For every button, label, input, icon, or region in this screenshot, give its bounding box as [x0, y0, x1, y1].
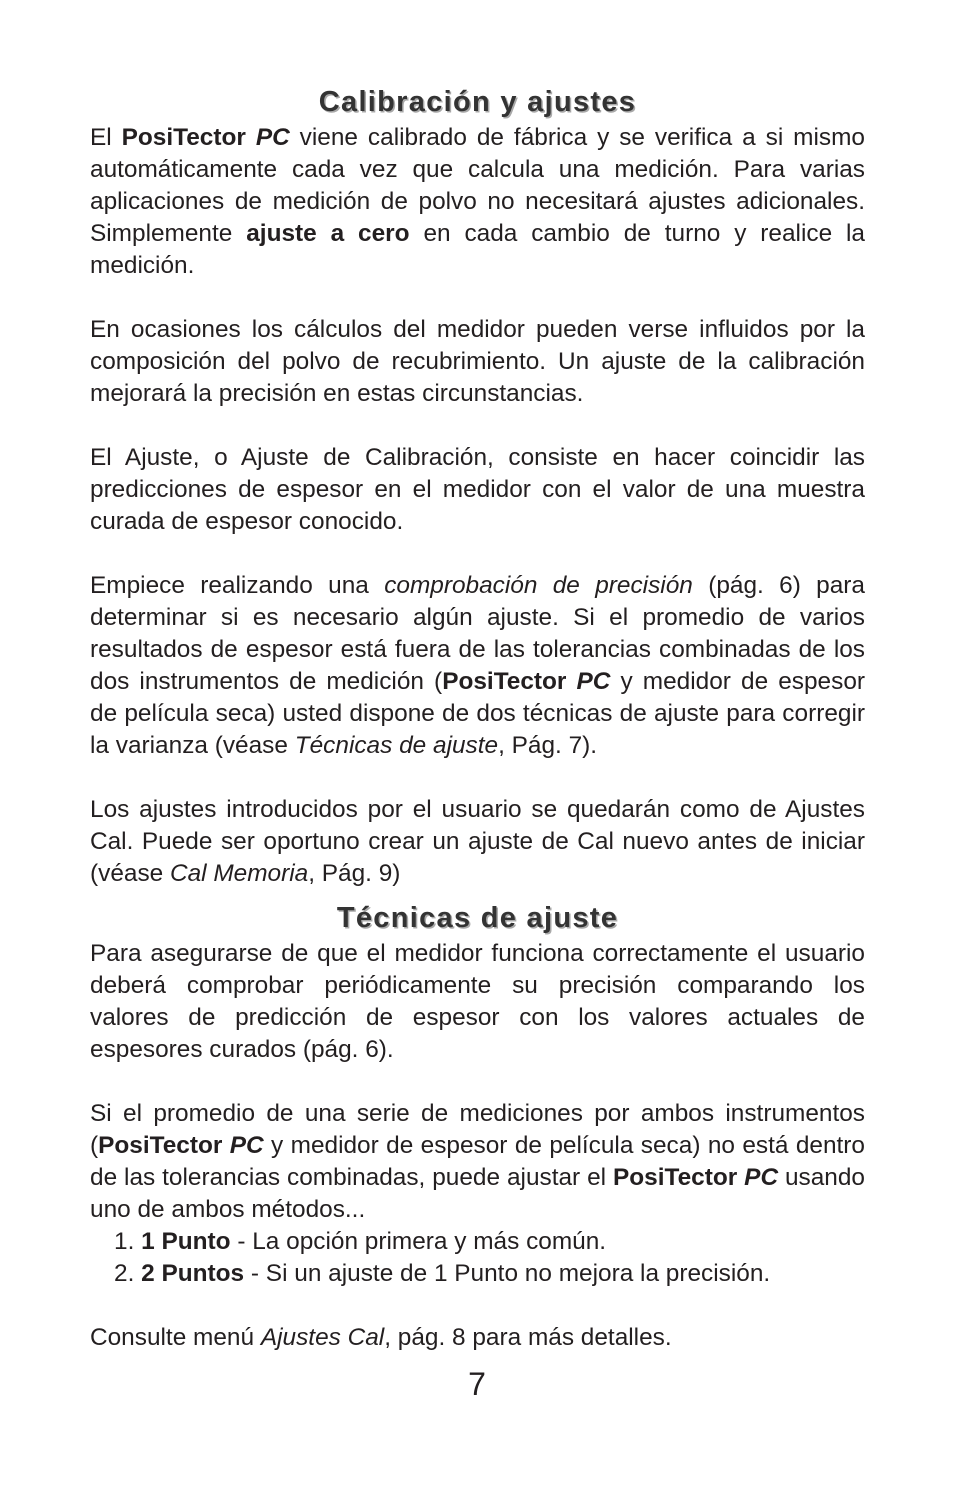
- paragraph-accuracy-check: Empiece realizando una comprobación de precisión (pág. 6) para determinar si es necesario algún ajuste. Si el promedio de varios resultados de espesor está fuera de las tolerancias combinadas de los dos instrumentos de medición (PosiTector PC y medidor de espesor de película seca) usted dispone de dos técnicas de ajuste para corregir la varianza (véase Técnicas de ajuste, Pág. 7).: [90, 572, 866, 759]
- brand-name: PosiTector: [613, 1164, 738, 1191]
- brand-name: PosiTector: [442, 668, 567, 695]
- cal-memory-reference: Cal Memoria: [169, 860, 309, 887]
- model-name: PC: [255, 124, 290, 151]
- section-heading-calibration: Calibración y ajustes: [318, 86, 637, 118]
- manual-page: [90, 82, 865, 1354]
- paragraph-user-adjustments: Los ajustes introducidos por el usuario se quedarán como de Ajustes Cal. Puede ser oportuno crear un ajuste de Cal nuevo antes de iniciar (véase Cal Memoria, Pág. 9): [90, 796, 865, 887]
- paragraph-influence: En ocasiones los cálculos del medidor pueden verse influidos por la composición del polvo de recubrimiento. Un ajuste de la calibración mejorará la precisión en estas circunstancias.: [90, 316, 865, 407]
- model-name: PC: [576, 668, 611, 695]
- model-name: PC: [744, 1164, 779, 1191]
- paragraph-adjust-definition: El Ajuste, o Ajuste de Calibración, consiste en hacer coincidir las predicciones de espesor en el medidor con el valor de una muestra curada de espesor conocido.: [90, 444, 865, 535]
- page-number: 7: [468, 1366, 486, 1402]
- paragraph-verify-accuracy: Para asegurarse de que el medidor funciona correctamente el usuario deberá comprobar periódicamente su precisión comparando los valores de predicción de espesor con los valores actuales de espesores curados (pág. 6).: [90, 940, 865, 1063]
- list-item: 1. 1 Punto - La opción primera y más común.: [114, 1228, 607, 1255]
- list-item: 2. 2 Puntos - Si un ajuste de 1 Punto no mejora la precisión.: [114, 1260, 771, 1287]
- paragraph-intro: El PosiTector PC viene calibrado de fábrica y se verifica a si mismo automáticamente cada vez que calcula una medición. Para varias aplicaciones de medición de polvo no necesitará ajustes adicionales. Simplemente ajuste a cero en cada cambio de turno y realice la medición.: [90, 124, 865, 279]
- cal-adjust-reference: Ajustes Cal: [260, 1324, 385, 1351]
- adjust-methods-list: [90, 1226, 865, 1290]
- paragraph-see-menu: Consulte menú Ajustes Cal, pág. 8 para más detalles.: [90, 1324, 672, 1351]
- techniques-reference: Técnicas de ajuste: [294, 732, 499, 759]
- brand-name: PosiTector: [98, 1132, 223, 1159]
- brand-name: PosiTector: [121, 124, 246, 151]
- paragraph-adjust-methods: Si el promedio de una serie de mediciones por ambos instrumentos (PosiTector PC y medidor de espesor de película seca) no está dentro de las tolerancias combinadas, puede ajustar el PosiTector PC usando uno de ambos métodos...: [90, 1100, 865, 1223]
- accuracy-check-reference: comprobación de precisión: [384, 572, 693, 599]
- section-heading-techniques: Técnicas de ajuste: [336, 902, 619, 934]
- zero-adjust-term: ajuste a cero: [246, 220, 410, 247]
- model-name: PC: [229, 1132, 264, 1159]
